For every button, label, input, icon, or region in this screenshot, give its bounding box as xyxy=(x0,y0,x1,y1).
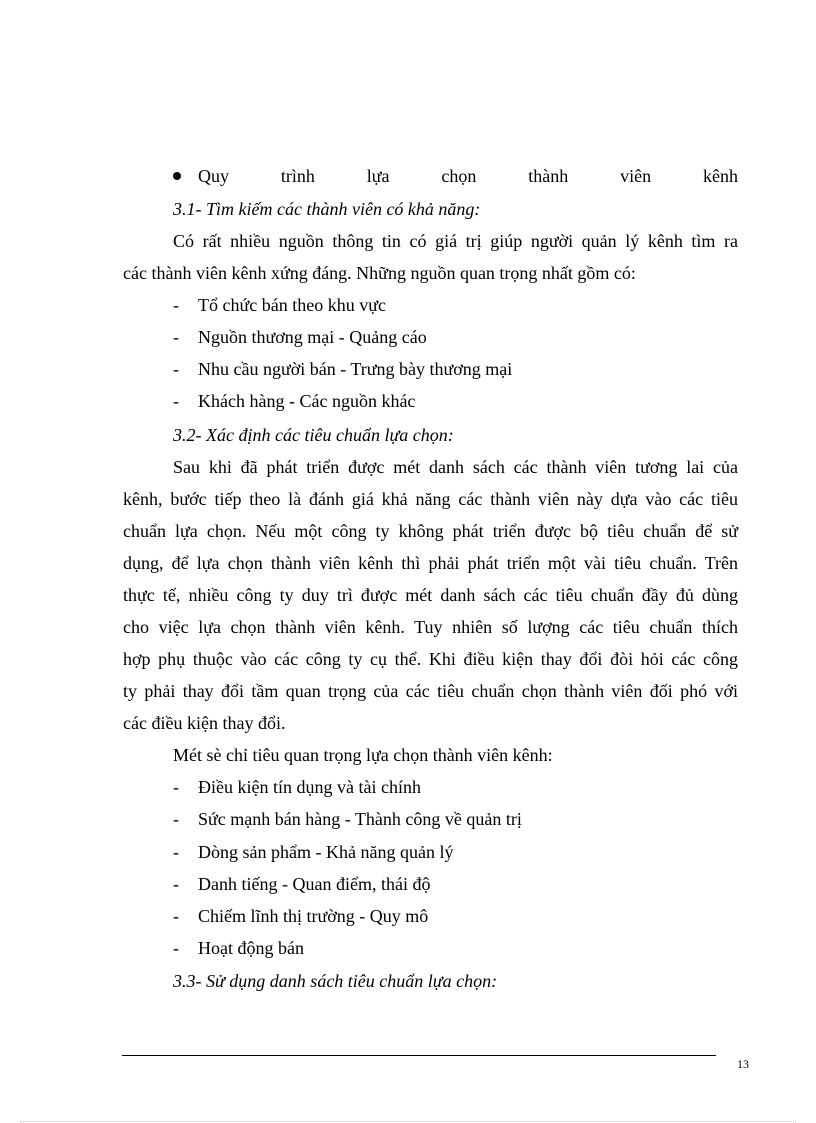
heading-word: trình xyxy=(280,166,315,186)
paragraph-line: các thành viên kênh xứng đáng. Những nguồn quan trọng nhất gồm có: xyxy=(123,263,636,283)
paragraph-line: Sau khi đã phát triển được mét danh sách các thành viên tương lai của xyxy=(173,457,738,477)
list-dash: - xyxy=(173,809,179,829)
list-dash: - xyxy=(173,327,179,347)
list-item: Nguồn thương mại - Quảng cáo xyxy=(198,327,427,347)
list-item: Khách hàng - Các nguồn khác xyxy=(198,391,416,411)
heading-word: chọn xyxy=(441,166,477,186)
list-item: Sức mạnh bán hàng - Thành công về quản trị xyxy=(198,809,522,829)
list-intro: Mét sè chỉ tiêu quan trọng lựa chọn thành viên kênh: xyxy=(173,745,553,765)
section-3-1-heading: 3.1- Tìm kiếm các thành viên có khả năng: xyxy=(173,199,481,219)
paragraph-line: các điều kiện thay đổi. xyxy=(123,713,286,733)
list-item: Tổ chức bán theo khu vực xyxy=(198,295,386,315)
list-dash: - xyxy=(173,359,179,379)
paragraph-line: chuẩn lựa chọn. Nếu một công ty không phát triển được bộ tiêu chuẩn để sử xyxy=(123,521,738,541)
list-item: Hoạt động bán xyxy=(198,938,304,958)
paragraph-line: cho việc lựa chọn thành viên kênh. Tuy nhiên số lượng các tiêu chuẩn thích xyxy=(123,617,738,637)
bullet-dot-icon xyxy=(173,172,181,180)
list-dash: - xyxy=(173,938,179,958)
list-dash: - xyxy=(173,906,179,926)
list-item: Dòng sản phẩm - Khả năng quản lý xyxy=(198,842,454,862)
list-dash: - xyxy=(173,842,179,862)
paragraph-line: ty phải thay đổi tầm quan trọng của các tiêu chuẩn chọn thành viên đối phó với xyxy=(123,681,738,701)
list-item: Nhu cầu người bán - Trưng bày thương mại xyxy=(198,359,513,379)
heading-word: Quy xyxy=(198,166,229,186)
list-dash: - xyxy=(173,295,179,315)
list-dash: - xyxy=(173,391,179,411)
heading-word: viên xyxy=(620,166,652,186)
bullet-heading xyxy=(198,164,738,188)
page-edge-divider xyxy=(20,1121,796,1122)
heading-word: kênh xyxy=(703,166,738,186)
list-item: Điều kiện tín dụng và tài chính xyxy=(198,777,421,797)
page-number: 13 xyxy=(737,1057,749,1071)
paragraph-line: hợp phụ thuộc vào các công ty cụ thể. Khi điều kiện thay đổi đòi hỏi các công xyxy=(123,649,738,669)
list-item: Chiếm lĩnh thị trường - Quy mô xyxy=(198,906,429,926)
paragraph-line: kênh, bước tiếp theo là đánh giá khả năng các thành viên này dựa vào các tiêu xyxy=(123,489,738,509)
list-dash: - xyxy=(173,874,179,894)
section-3-3-heading: 3.3- Sử dụng danh sách tiêu chuẩn lựa chọn: xyxy=(173,971,498,991)
section-3-2-heading: 3.2- Xác định các tiêu chuẩn lựa chọn: xyxy=(173,425,454,445)
list-item: Danh tiếng - Quan điểm, thái độ xyxy=(198,874,431,894)
heading-word: lựa xyxy=(366,166,390,186)
heading-word: thành xyxy=(528,166,569,186)
paragraph-line: Có rất nhiều nguồn thông tin có giá trị giúp người quản lý kênh tìm ra xyxy=(173,231,738,251)
paragraph-line: dụng, để lựa chọn thành viên kênh thì phải phát triển một vài tiêu chuẩn. Trên xyxy=(123,553,738,573)
footer-divider xyxy=(122,1055,716,1056)
paragraph-line: thực tế, nhiều công ty duy trì được mét danh sách các tiêu chuẩn đầy đủ dùng xyxy=(123,585,738,605)
list-dash: - xyxy=(173,777,179,797)
